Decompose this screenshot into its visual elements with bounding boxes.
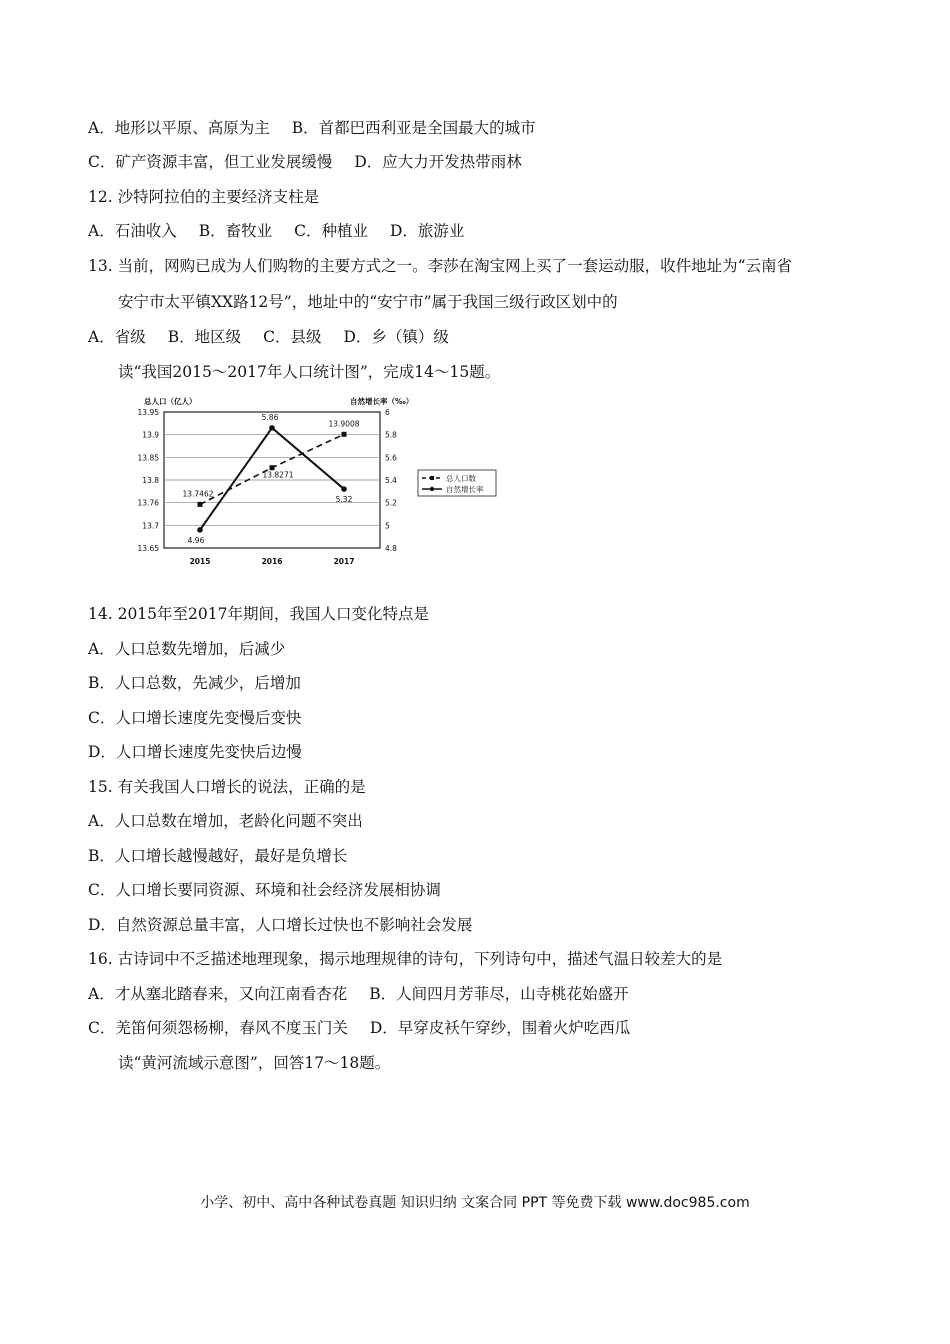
q13-stem-line2: 安宁市太平镇XX路12号”，地址中的“安宁市”属于我国三级行政区划中的 xyxy=(118,293,618,311)
q15-stem: 15. 有关我国人口增长的说法，正确的是 xyxy=(88,778,366,796)
q16-stem: 16. 古诗词中不乏描述地理现象，揭示地理规律的诗句，下列诗句中，描述气温日较差大的是 xyxy=(88,950,723,968)
q13-option-a: A．省级 xyxy=(88,328,146,346)
data-point-square xyxy=(270,465,275,470)
q14-option-c: C．人口增长速度先变慢后变快 xyxy=(88,709,302,727)
data-point-square xyxy=(342,432,347,437)
q16-options-row2 xyxy=(88,1018,630,1038)
y-left-tick-label: 13.95 xyxy=(137,408,159,417)
q13-options xyxy=(88,327,449,347)
y-right-tick-label: 5.4 xyxy=(385,476,397,485)
q11-option-d: D．应大力开发热带雨林 xyxy=(354,153,522,171)
q13-option-b: B．地区级 xyxy=(167,328,242,346)
q12-stem: 12. 沙特阿拉伯的主要经济支柱是 xyxy=(88,188,320,206)
data-label: 5.32 xyxy=(335,495,353,505)
q12-option-c: C．种植业 xyxy=(294,222,368,240)
y-right-tick-label: 5.6 xyxy=(385,453,397,463)
data-point-circle xyxy=(341,486,347,492)
q11-option-b: B．首都巴西利亚是全国最大的城市 xyxy=(291,119,536,137)
q14-option-b: B．人口总数，先减少，后增加 xyxy=(88,674,301,692)
data-label: 13.7462 xyxy=(182,489,214,499)
q16-options-row1 xyxy=(88,984,629,1004)
y-right-tick-label: 5.8 xyxy=(385,430,397,440)
q12-option-b: B．畜牧业 xyxy=(198,222,273,240)
q11-options-row2 xyxy=(88,152,522,172)
q11-options-row1 xyxy=(88,118,536,138)
y-left-tick-label: 13.76 xyxy=(137,498,159,508)
read-map-instruction: 读“黄河流域示意图”，回答17～18题。 xyxy=(118,1054,391,1072)
legend-label: 总人口数 xyxy=(446,474,476,483)
data-label: 4.96 xyxy=(187,535,205,545)
q15-option-a: A．人口总数在增加，老龄化问题不突出 xyxy=(88,812,363,830)
y-left-tick-label: 13.9 xyxy=(142,430,159,440)
q16-option-c: C．羌笛何须怨杨柳，春风不度玉门关 xyxy=(88,1019,348,1037)
q16-option-b: B．人间四月芳菲尽，山寺桃花始盛开 xyxy=(369,985,629,1003)
q13-option-d: D．乡（镇）级 xyxy=(343,328,449,346)
read-chart-instruction: 读“我国2015～2017年人口统计图”，完成14～15题。 xyxy=(118,363,501,381)
y-right-axis-title: 自然增长率（‰） xyxy=(350,397,414,406)
y-right-tick-label: 6 xyxy=(385,408,390,417)
q12-option-a: A．石油收入 xyxy=(88,222,177,240)
y-left-axis-title: 总人口（亿人） xyxy=(144,397,197,406)
q11-option-a: A．地形以平原、高原为主 xyxy=(88,119,270,137)
q15-option-b: B．人口增长越慢越好，最好是负增长 xyxy=(88,847,348,865)
y-left-tick-label: 13.7 xyxy=(142,521,159,531)
q12-option-d: D．旅游业 xyxy=(389,222,465,240)
q15-option-c: C．人口增长要同资源、环境和社会经济发展相协调 xyxy=(88,881,441,899)
y-right-tick-label: 5 xyxy=(385,521,390,531)
population-chart xyxy=(118,392,508,572)
q14-option-d: D．人口增长速度先变快后边慢 xyxy=(88,743,302,761)
x-tick-label: 2015 xyxy=(189,557,211,566)
q11-option-c: C．矿产资源丰富，但工业发展缓慢 xyxy=(88,153,333,171)
data-point-circle xyxy=(269,425,275,431)
q14-option-a: A．人口总数先增加，后减少 xyxy=(88,640,286,658)
q14-stem: 14. 2015年至2017年期间，我国人口变化特点是 xyxy=(88,605,429,623)
q13-stem-line1: 13. 当前，网购已成为人们购物的主要方式之一。李莎在淘宝网上买了一套运动服，收件地址为“云南省 xyxy=(88,257,793,275)
y-left-tick-label: 13.8 xyxy=(142,476,159,485)
data-label: 5.86 xyxy=(261,412,279,422)
q16-option-a: A．才从塞北踏春来，又向江南看杏花 xyxy=(88,985,348,1003)
q16-option-d: D．早穿皮袄午穿纱，围着火炉吃西瓜 xyxy=(369,1019,631,1037)
q15-option-d: D．自然资源总量丰富，人口增长过快也不影响社会发展 xyxy=(88,916,473,934)
legend-label: 自然增长率 xyxy=(446,485,484,494)
y-right-tick-label: 4.8 xyxy=(385,544,397,553)
data-point-circle xyxy=(197,527,203,533)
q12-options xyxy=(88,221,464,241)
y-left-tick-label: 13.85 xyxy=(137,453,159,463)
y-left-tick-label: 13.65 xyxy=(137,544,159,553)
data-label: 13.8271 xyxy=(262,470,294,480)
legend-marker xyxy=(430,476,434,480)
legend-marker xyxy=(430,487,434,491)
data-label: 13.9008 xyxy=(328,419,360,429)
data-point-square xyxy=(198,502,203,507)
y-right-tick-label: 5.2 xyxy=(385,498,397,508)
x-tick-label: 2016 xyxy=(261,557,283,566)
page-footer: 小学、初中、高中各种试卷真题 知识归纳 文案合同 PPT 等免费下载 www.doc985.com xyxy=(200,1195,750,1211)
q13-option-c: C．县级 xyxy=(263,328,322,346)
x-tick-label: 2017 xyxy=(333,557,355,566)
